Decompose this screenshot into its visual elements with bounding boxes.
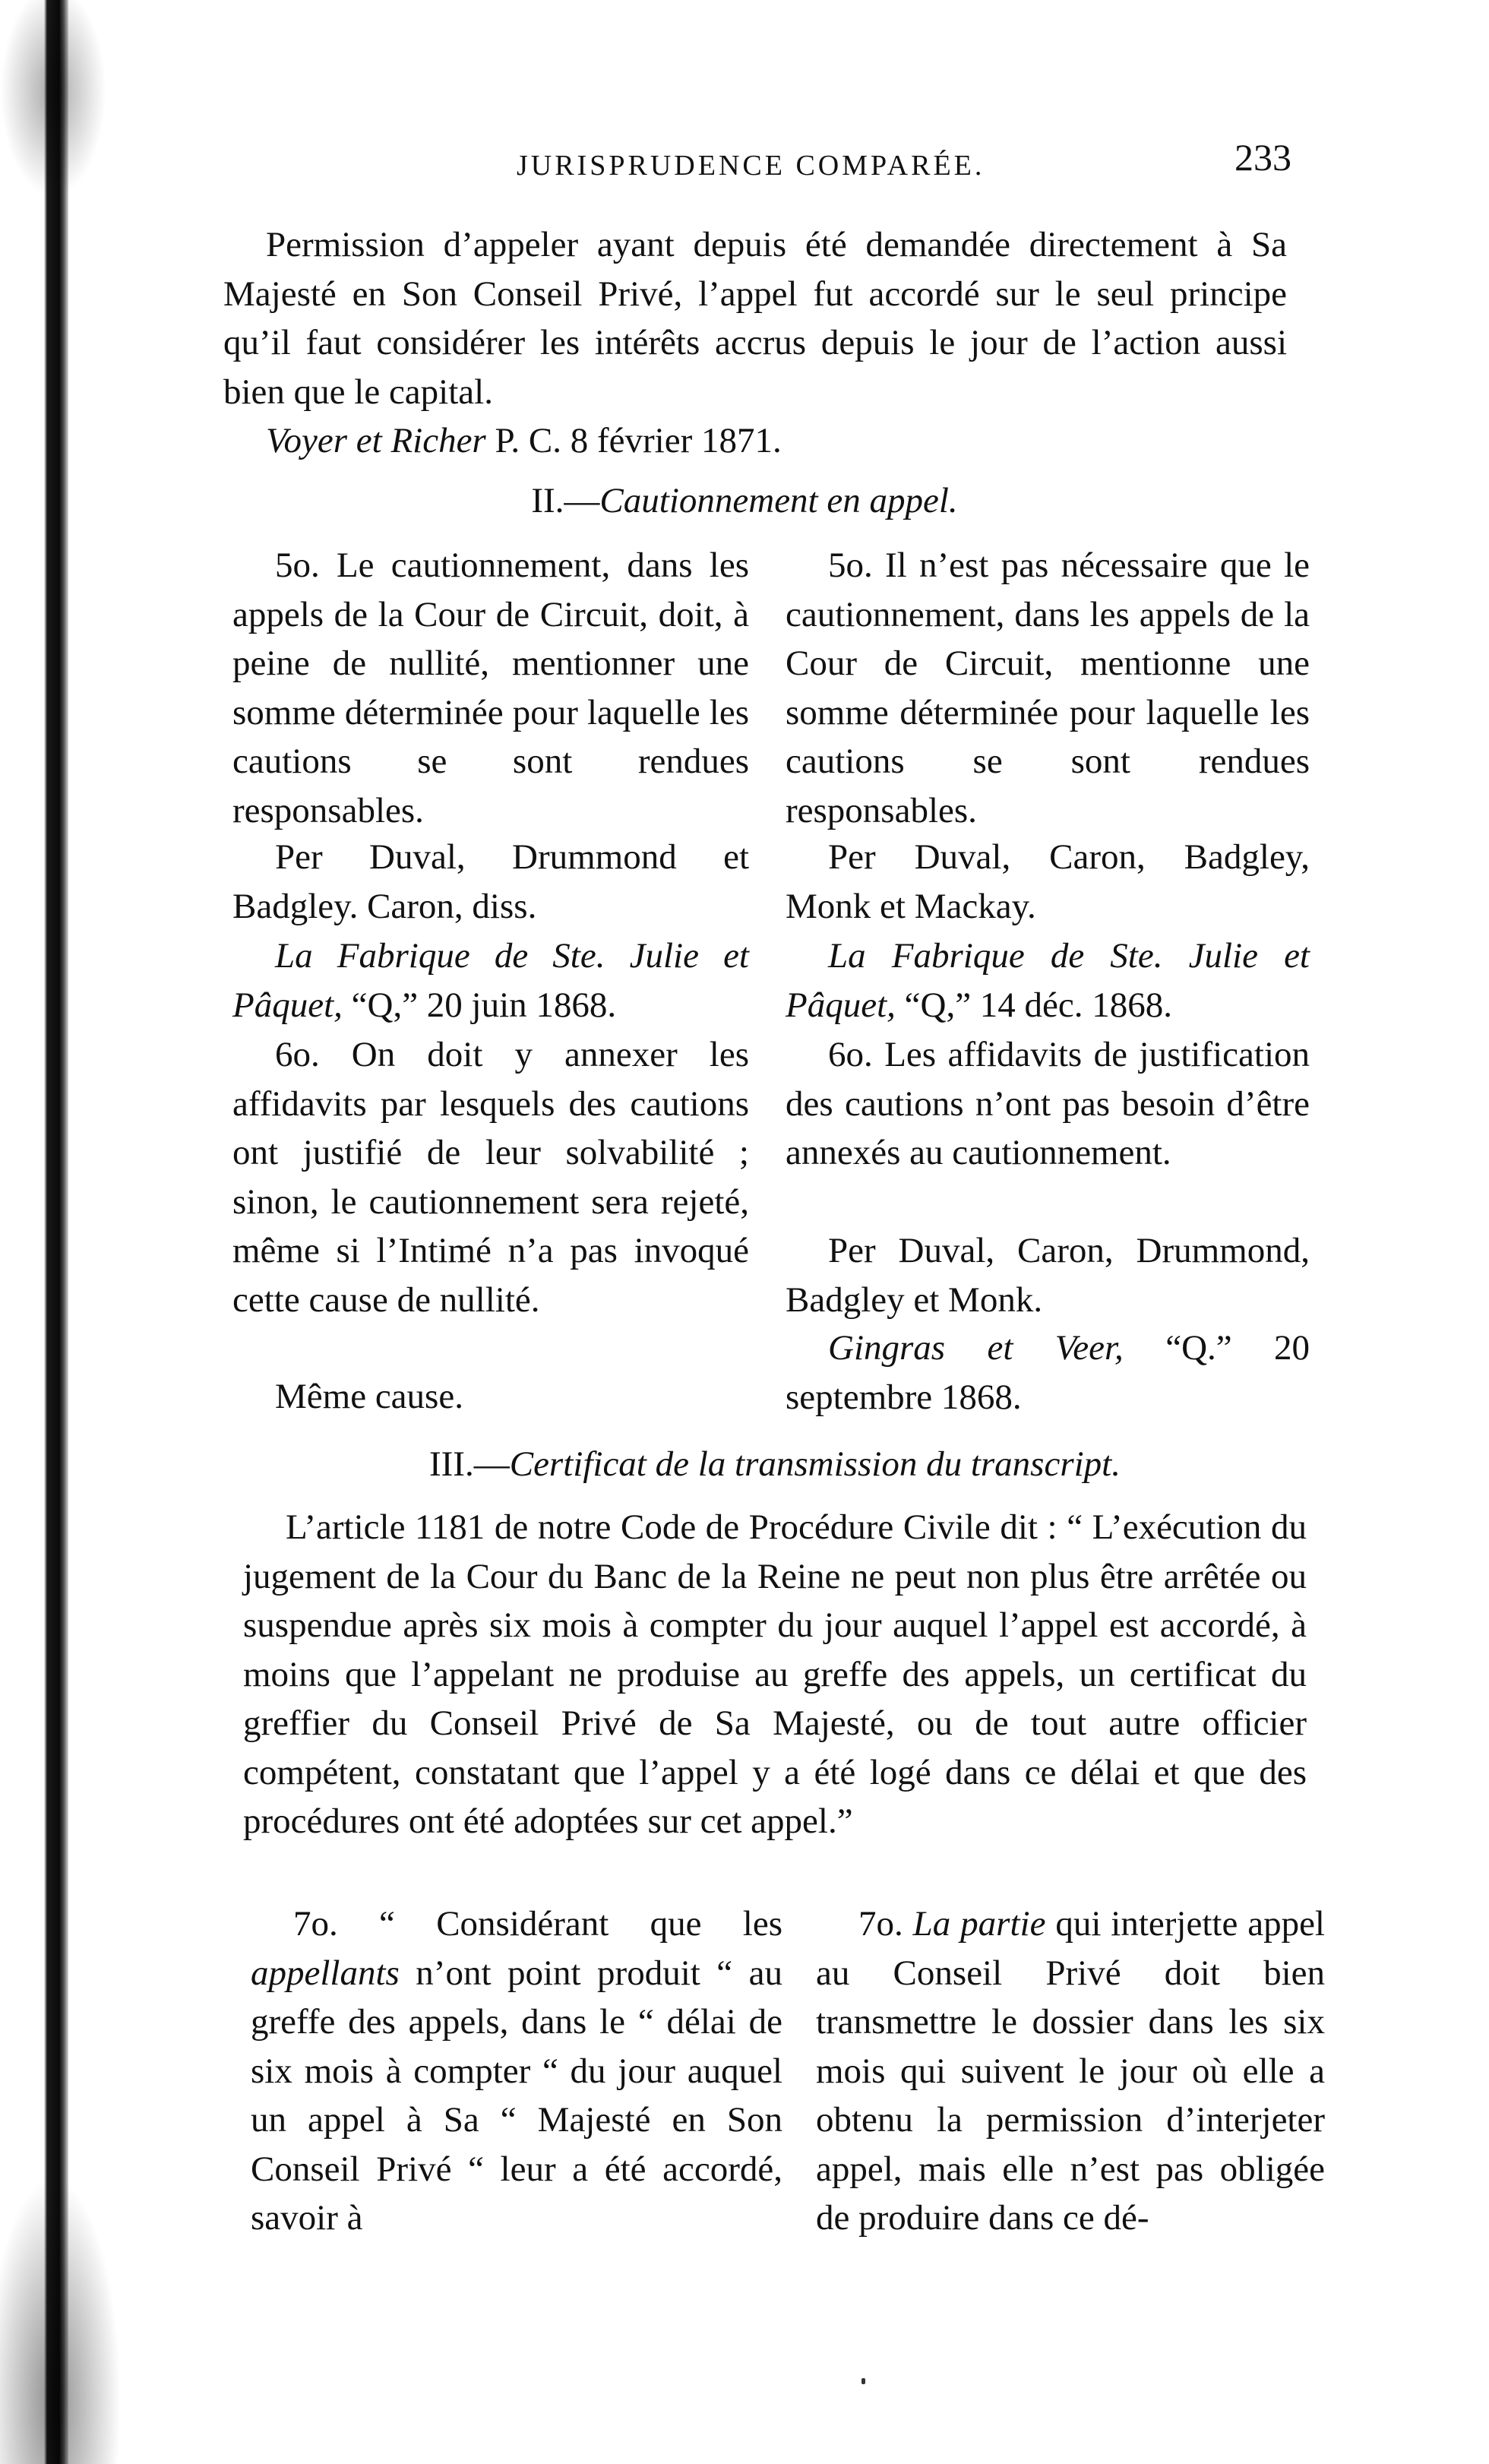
section-3-heading: [304, 1444, 1246, 1485]
page-header: [228, 135, 1291, 188]
section-2-heading: [494, 480, 995, 521]
bottom-left-paragraph-7: [251, 1899, 782, 2243]
left-same-cause: Même cause.: [275, 1377, 463, 1416]
book-binding-edge: [0, 0, 68, 2464]
left-case-5-name: La Fabrique de Ste. Julie et Pâquet,: [232, 936, 749, 1025]
left-judges-5: Per Duval, Drummond et Badgley. Caron, diss.: [232, 837, 749, 926]
bottom-left-p7-italic: appellants: [251, 1953, 400, 1993]
citation-party-1: Voyer: [266, 421, 348, 460]
left-case-5-ref: “Q,” 20 juin 1868.: [351, 985, 617, 1025]
right-case-5-name: La Fabrique de Ste. Julie et Pâquet,: [786, 936, 1310, 1025]
section-3-title: Certificat de la transmission du transcript.: [509, 1444, 1121, 1484]
section-3-paragraph: L’article 1181 de notre Code de Procédure Civile dit : “ L’exécution du jugement de la Cour du Banc de la Reine ne peut non plus être arrêtée ou suspendue après six mois à compter du jour auquel l’appel est accordé, à moins que l’appelant ne produise au greffe des appels, un certificat du greffier du Conseil Privé de Sa Majesté, ou de tout autre officier compétent, constatant que l’appel y a été logé dans ce délai et que des procédures ont été adoptées sur cet appel.”: [243, 1507, 1307, 1841]
left-paragraph-5: 5o. Le cautionnement, dans les appels de la Cour de Circuit, doit, à peine de nullité, mentionner une somme déterminée pour laquelle les cautions se sont rendues responsables.: [232, 546, 749, 830]
bottom-left-p7-rest: n’ont point produit “ au greffe des appels, dans le “ délai de six mois à compter “ du jour auquel un appel à Sa “ Majesté en Son Conseil Privé “ leur a été accordé, savoir à: [251, 1953, 782, 2238]
section-2-title: Cautionnement en appel.: [599, 481, 958, 520]
right-judges-6: Per Duval, Caron, Drummond, Badgley et Monk.: [786, 1231, 1310, 1320]
intro-paragraph: Permission d’appeler ayant depuis été demandée directement à Sa Majesté en Son Conseil Privé, l’appel fut accordé sur le seul principe qu’il faut considérer les intérêts accrus depuis le jour de l’action aussi bien que le capital.: [223, 225, 1287, 412]
running-title: JURISPRUDENCE COMPARÉE.: [517, 150, 985, 182]
right-case-5: [786, 932, 1310, 1030]
right-case-6-ref: “Q.” 20 septembre 1868.: [786, 1328, 1310, 1417]
binding-shadow-bottom: [0, 2175, 122, 2464]
left-paragraph-6: 6o. On doit y annexer les affidavits par lesquels des cautions ont justifié de leur solvabilité ; sinon, le cautionnement sera rejeté, même si l’Intimé n’a pas invoqué cette cause de nullité.: [232, 1035, 749, 1320]
right-judges-5: Per Duval, Caron, Badgley, Monk et Mackay.: [786, 837, 1310, 926]
paper-speck: [861, 2378, 865, 2384]
left-case-5: [232, 932, 749, 1030]
right-case-6-name: Gingras et Veer,: [828, 1328, 1124, 1368]
citation-ref: P. C. 8 février 1871.: [495, 421, 782, 460]
right-paragraph-5: 5o. Il n’est pas nécessaire que le cautionnement, dans les appels de la Cour de Circuit, mentionne une somme déterminée pour laquelle les cautions se sont rendues responsables.: [786, 546, 1310, 830]
right-case-5-ref: “Q,” 14 déc. 1868.: [904, 985, 1173, 1025]
citation-party-2: Richer: [390, 421, 486, 460]
right-case-6: [786, 1324, 1310, 1422]
page-number: 233: [1235, 136, 1291, 179]
citation-et: et: [356, 421, 382, 460]
section-2-number: II.—: [531, 481, 600, 520]
bottom-right-p7-rest: qui interjette appel au Conseil Privé doit bien transmettre le dossier dans les six mois qui suivent le jour où elle a obtenu la permission d’interjeter appel, mais elle n’est pas obligée de produire dans ce dé-: [816, 1904, 1325, 2238]
intro-citation: [223, 416, 1287, 466]
bottom-right-paragraph-7: [816, 1899, 1325, 2243]
bottom-left-p7-start: 7o. “ Considérant que les: [293, 1904, 782, 1944]
bottom-right-p7-start: 7o.: [858, 1904, 903, 1944]
section-3-number: III.—: [429, 1444, 510, 1484]
bottom-right-p7-italic: La partie: [912, 1904, 1046, 1944]
right-paragraph-6: 6o. Les affidavits de justification des cautions n’ont pas besoin d’être annexés au cautionnement.: [786, 1035, 1310, 1172]
binding-shadow-top: [0, 0, 106, 198]
